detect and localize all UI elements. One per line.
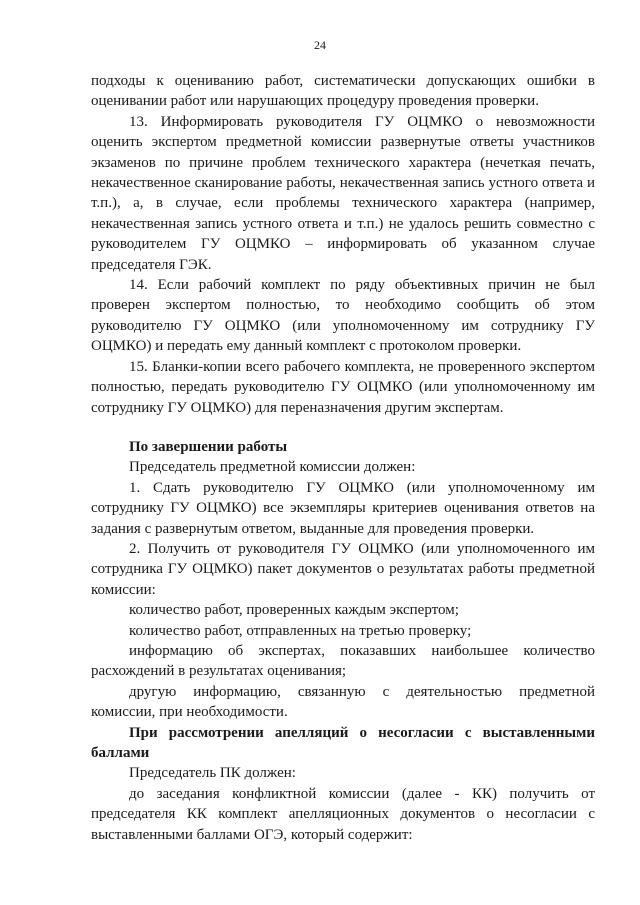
paragraph-item-13: 13. Информировать руководителя ГУ ОЦМКО о невозможности оценить экспертом предметной комиссии развернутые ответы участников экзаменов по причине проблем технического характера (нечеткая печать, некачественное сканирование работы, некачественная запись устного ответа и т.п.), а, в случае, если проблемы технического характера (например, некачественная запись устного ответа и т.п.) не удалось решить совместно с руководителем ГУ ОЦМКО – информировать об указанном случае председателя ГЭК. [91, 113, 595, 273]
sub-item-4: другую информацию, связанную с деятельностью предметной комиссии, при необходимости. [91, 683, 595, 721]
page-body [91, 71, 595, 845]
appeal-paragraph: до заседания конфликтной комиссии (далее - КК) получить от председателя КК комплект апелляционных документов о несогласии с выставленными баллами ОГЭ, который содержит: [91, 785, 595, 843]
page-number: 24 [314, 38, 326, 52]
pc-chair-must-label: Председатель ПК должен: [129, 765, 296, 782]
section-heading-appeals: При рассмотрении апелляций о несогласии с выставленными баллами [91, 724, 595, 761]
sub-item-2: количество работ, отправленных на третью проверку; [129, 622, 472, 639]
list-item-2: 2. Получить от руководителя ГУ ОЦМКО (или уполномоченного им сотрудника ГУ ОЦМКО) пакет документов о результатах работы предметной комиссии: [91, 540, 595, 598]
list-item-1: 1. Сдать руководителю ГУ ОЦМКО (или уполномоченному им сотруднику ГУ ОЦМКО) все экземпляры критериев оценивания ответов на задания с развернутым ответом, выданные для проведения проверки. [91, 479, 595, 537]
section-heading-completion: По завершении работы [129, 438, 288, 455]
paragraph-item-14: 14. Если рабочий комплект по ряду объективных причин не был проверен экспертом полностью, то необходимо сообщить об этом руководителю ГУ ОЦМКО (или уполномоченному им сотруднику ГУ ОЦМКО) и передать ему данный комплект с протоколом проверки. [91, 277, 595, 355]
sub-item-1: количество работ, проверенных каждым экспертом; [129, 602, 459, 619]
sub-item-3: информацию об экспертах, показавших наибольшее количество расхождений в результатах оценивания; [91, 642, 595, 680]
paragraph-item-15: 15. Бланки-копии всего рабочего комплекта, не проверенного экспертом полностью, передать руководителю ГУ ОЦМКО (или уполномоченному им сотруднику ГУ ОЦМКО) для переназначения другим экспертам. [91, 358, 595, 416]
chair-must-label: Председатель предметной комиссии должен: [129, 459, 416, 476]
paragraph-continuation: подходы к оцениванию работ, систематически допускающих ошибки в оценивании работ или нарушающих процедуру проведения проверки. [91, 73, 595, 110]
spacer [91, 418, 595, 437]
